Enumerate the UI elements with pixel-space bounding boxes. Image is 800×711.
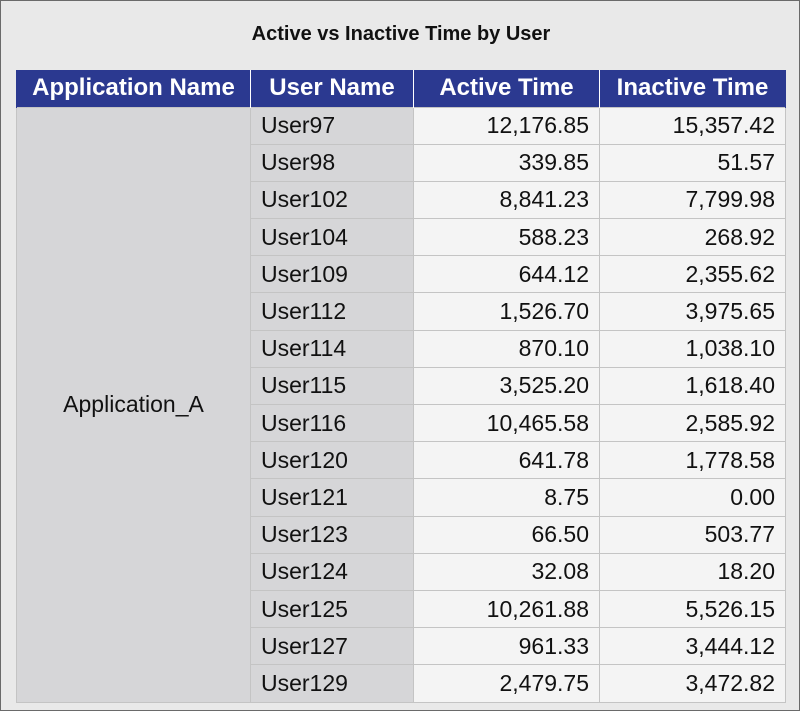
active-time-cell: 8.75 — [414, 479, 600, 516]
user-name-cell: User121 — [251, 479, 414, 516]
inactive-time-cell: 1,618.40 — [600, 367, 786, 404]
user-name-cell: User97 — [251, 107, 414, 144]
inactive-time-cell: 3,975.65 — [600, 293, 786, 330]
user-name-cell: User115 — [251, 367, 414, 404]
inactive-time-cell: 5,526.15 — [600, 590, 786, 627]
user-name-cell: User112 — [251, 293, 414, 330]
inactive-time-cell: 15,357.42 — [600, 107, 786, 144]
active-time-cell: 961.33 — [414, 628, 600, 665]
active-time-cell: 870.10 — [414, 330, 600, 367]
data-table — [16, 70, 786, 703]
active-time-cell: 12,176.85 — [414, 107, 600, 144]
column-header-inactive-time: Inactive Time — [600, 70, 786, 107]
active-time-cell: 2,479.75 — [414, 665, 600, 702]
active-time-cell: 641.78 — [414, 442, 600, 479]
active-time-cell: 10,465.58 — [414, 405, 600, 442]
inactive-time-cell: 3,444.12 — [600, 628, 786, 665]
table-body — [17, 107, 786, 702]
user-name-cell: User102 — [251, 181, 414, 218]
active-time-cell: 1,526.70 — [414, 293, 600, 330]
column-header-user-name: User Name — [251, 70, 414, 107]
inactive-time-cell: 2,355.62 — [600, 256, 786, 293]
user-name-cell: User129 — [251, 665, 414, 702]
inactive-time-cell: 3,472.82 — [600, 665, 786, 702]
active-time-cell: 588.23 — [414, 219, 600, 256]
inactive-time-cell: 1,038.10 — [600, 330, 786, 367]
table-row — [17, 107, 786, 144]
user-name-cell: User125 — [251, 590, 414, 627]
active-time-cell: 66.50 — [414, 516, 600, 553]
inactive-time-cell: 503.77 — [600, 516, 786, 553]
column-header-application-name: Application Name — [17, 70, 251, 107]
header-row — [17, 70, 786, 107]
user-name-cell: User120 — [251, 442, 414, 479]
inactive-time-cell: 2,585.92 — [600, 405, 786, 442]
user-name-cell: User104 — [251, 219, 414, 256]
inactive-time-cell: 18.20 — [600, 553, 786, 590]
active-time-cell: 10,261.88 — [414, 590, 600, 627]
inactive-time-cell: 0.00 — [600, 479, 786, 516]
inactive-time-cell: 7,799.98 — [600, 181, 786, 218]
active-time-cell: 8,841.23 — [414, 181, 600, 218]
user-name-cell: User124 — [251, 553, 414, 590]
active-time-cell: 339.85 — [414, 144, 600, 181]
chart-title: Active vs Inactive Time by User — [251, 23, 551, 45]
inactive-time-cell: 1,778.58 — [600, 442, 786, 479]
user-name-cell: User114 — [251, 330, 414, 367]
user-name-cell: User98 — [251, 144, 414, 181]
inactive-time-cell: 51.57 — [600, 144, 786, 181]
user-name-cell: User127 — [251, 628, 414, 665]
active-time-cell: 644.12 — [414, 256, 600, 293]
column-header-active-time: Active Time — [414, 70, 600, 107]
user-name-cell: User109 — [251, 256, 414, 293]
inactive-time-cell: 268.92 — [600, 219, 786, 256]
active-time-cell: 32.08 — [414, 553, 600, 590]
active-time-cell: 3,525.20 — [414, 367, 600, 404]
user-name-cell: User116 — [251, 405, 414, 442]
user-name-cell: User123 — [251, 516, 414, 553]
application-name-cell: Application_A — [17, 107, 251, 702]
